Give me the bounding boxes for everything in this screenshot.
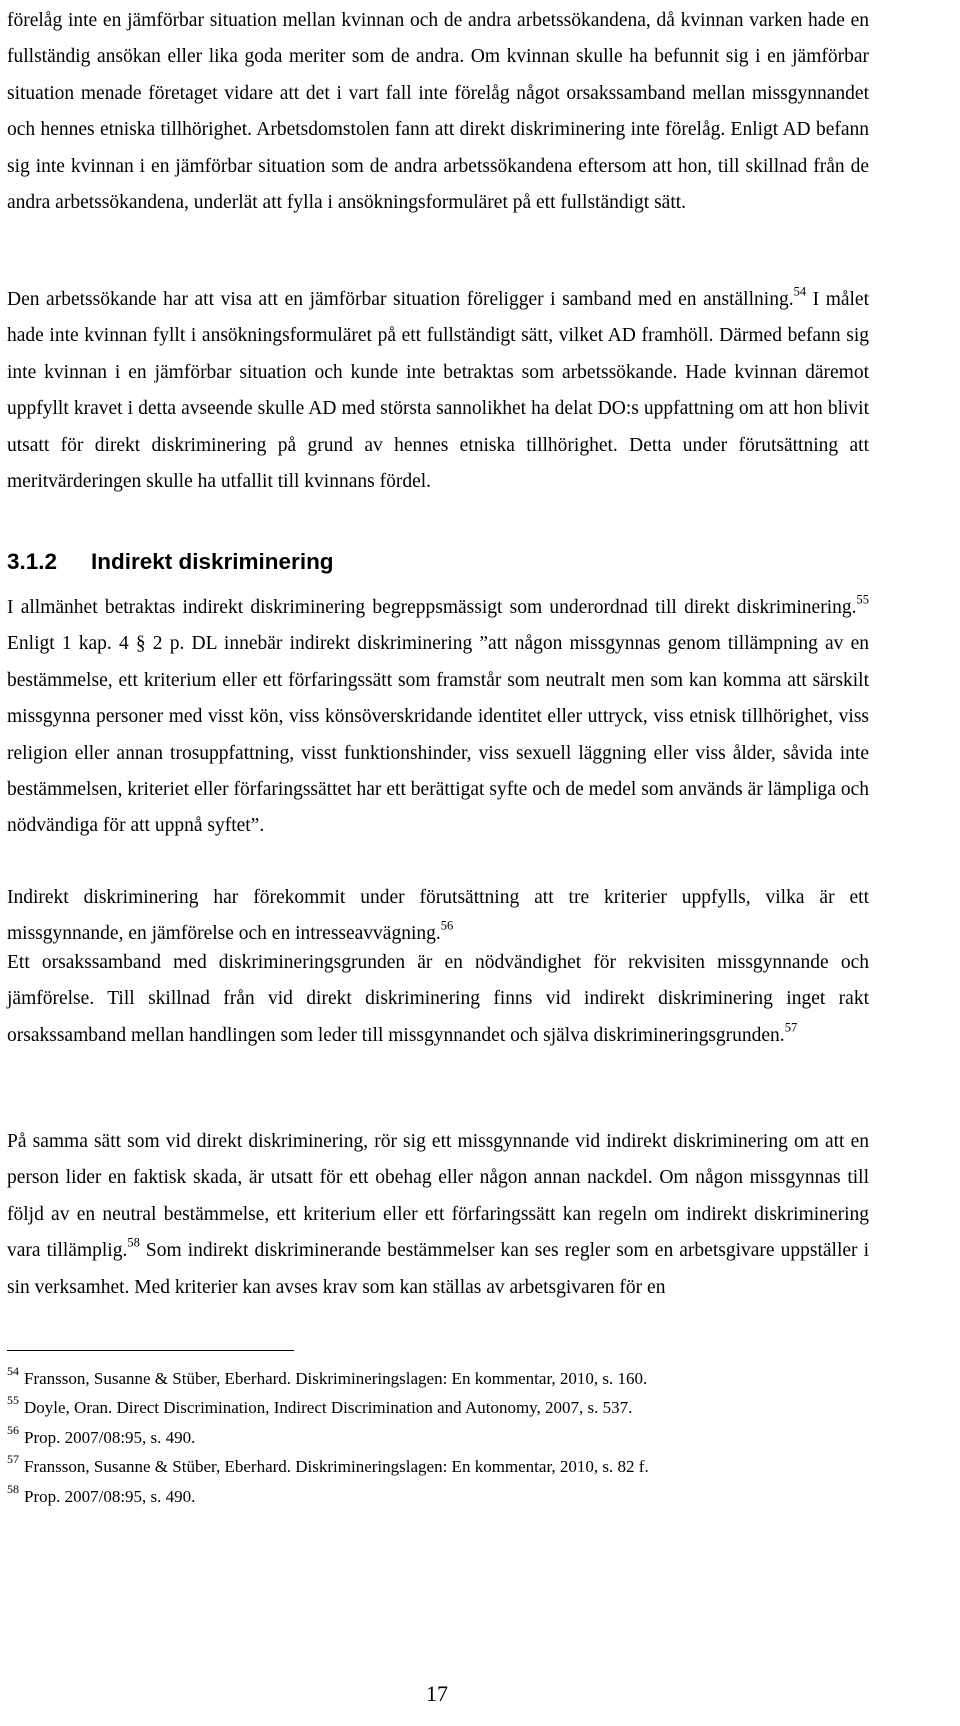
footnote-text: Prop. 2007/08:95, s. 490. <box>24 1486 196 1506</box>
footnote-text: Fransson, Susanne & Stüber, Eberhard. Diskrimineringslagen: En kommentar, 2010, s. 82 f. <box>24 1457 649 1477</box>
body-paragraph <box>7 3 869 221</box>
footnote-text: Fransson, Susanne & Stüber, Eberhard. Diskrimineringslagen: En kommentar, 2010, s. 160. <box>24 1369 648 1388</box>
footnote <box>7 1452 907 1481</box>
footnote-reference[interactable]: 58 <box>127 1235 140 1250</box>
paragraph-text: förelåg inte en jämförbar situation mellan kvinnan och de andra arbetssökandena, då kvinnan varken hade en fullständig ansökan eller lika goda meriter som de andra. Om kvinnan skulle ha befunnit sig i en jämförbar situation menade företaget vidare att det i vart fall inte förelåg något orsakssamband mellan missgynnandet och hennes etniska tillhörighet. Arbetsdomstolen fann att direkt diskriminering inte förelåg. Enligt AD befann sig inte kvinnan i en jämförbar situation som de andra arbetssökandena eftersom att hon, till skillnad från de andra arbetssökandena, underlät att fylla i ansökningsformuläret på ett fullständigt sätt. <box>7 10 869 214</box>
footnote-reference[interactable]: 57 <box>784 1020 798 1035</box>
paragraph-text: Enligt 1 kap. 4 § 2 p. DL innebär indirekt diskriminering ”att någon missgynnas genom tillämpning av en bestämmelse, ett kriterium eller ett förfaringssätt som framstår som neutralt men som kan komma att särskilt missgynna personer med visst kön, viss könsöverskridande identitet eller uttryck, viss etnisk tillhörighet, viss religion eller annan trosuppfattning, visst funktionshinder, viss sexuell läggning eller viss ålder, såvida inte bestämmelsen, kriteriet eller förfaringssättet har ett berättigat syfte och de medel som används är lämpliga och nödvändiga för att uppnå syftet”. <box>7 633 869 837</box>
footnote-number: 58 <box>7 1481 19 1496</box>
footnote-number: 55 <box>7 1393 19 1408</box>
footnote <box>7 1364 907 1393</box>
body-paragraph <box>7 282 869 500</box>
body-paragraph <box>7 1124 869 1306</box>
footnote-text: Doyle, Oran. Direct Discrimination, Indirect Discrimination and Autonomy, 2007, s. 537. <box>24 1398 633 1418</box>
footnotes <box>7 1364 907 1511</box>
paragraph-text: Den arbetssökande har att visa att en jämförbar situation föreligger i samband med en anställning. <box>7 289 794 310</box>
paragraph-text: Indirekt diskriminering har förekommit under förutsättning att tre kriterier uppfylls, vilka är ett missgynnande, en jämförelse och en intresseavvägning. <box>7 887 869 945</box>
footnote-reference[interactable]: 54 <box>793 284 807 299</box>
body-paragraph <box>7 590 869 845</box>
section-heading <box>7 547 334 577</box>
paragraph-text: Ett orsakssamband med diskrimineringsgrunden är en nödvändighet för rekvisiten missgynnande och jämförelse. Till skillnad från vid direkt diskriminering finns vid indirekt diskriminering inget rakt orsakssamband mellan handlingen som leder till missgynnandet och själva diskrimineringsgrunden. <box>7 952 869 1046</box>
paragraph-text: I allmänhet betraktas indirekt diskriminering begreppsmässigt som underordnad till direkt diskriminering. <box>7 597 857 618</box>
footnote-reference[interactable]: 55 <box>856 592 869 607</box>
paragraph-text: På samma sätt som vid direkt diskriminering, rör sig ett missgynnande vid indirekt diskriminering om att en person lider en faktisk skada, är utsatt för ett obehag eller någon annan nackdel. Om någon missgynnas till följd av en neutral bestämmelse, ett kriterium eller ett förfaringssätt kan regeln om indirekt diskriminering vara tillämplig. <box>7 1131 869 1262</box>
section-number: 3.1.2 <box>7 549 58 574</box>
footnote-reference[interactable]: 56 <box>440 919 454 934</box>
footnote-number: 54 <box>7 1364 19 1378</box>
section-title: Indirekt diskriminering <box>91 549 334 574</box>
page-number: 17 <box>426 1681 448 1706</box>
paragraph-text: Som indirekt diskriminerande bestämmelser kan ses regler som en arbetsgivare uppställer i sin verksamhet. Med kriterier kan avses krav som kan ställas av arbetsgivaren för en <box>7 1240 870 1298</box>
footnote <box>7 1423 907 1452</box>
footnote <box>7 1482 907 1511</box>
body-paragraph <box>7 945 869 1054</box>
footnote <box>7 1393 907 1422</box>
paragraph-text: I målet hade inte kvinnan fyllt i ansökningsformuläret på ett fullständigt sätt, vilket AD framhöll. Därmed befann sig inte kvinnan i en jämförbar situation och kunde inte betraktas som arbetssökande. Hade kvinnan däremot uppfyllt kravet i detta avseende skulle AD med största sannolikhet ha delat DO:s uppfattning om att hon blivit utsatt för direkt diskriminering på grund av hennes etniska tillhörighet. Detta under förutsättning att meritvärderingen skulle ha utfallit till kvinnans fördel. <box>7 289 870 493</box>
body-paragraph <box>7 880 869 953</box>
footnote-number: 56 <box>7 1422 19 1437</box>
footnote-text: Prop. 2007/08:95, s. 490. <box>24 1427 196 1447</box>
footnote-separator <box>7 1350 294 1351</box>
footnote-number: 57 <box>7 1452 19 1467</box>
